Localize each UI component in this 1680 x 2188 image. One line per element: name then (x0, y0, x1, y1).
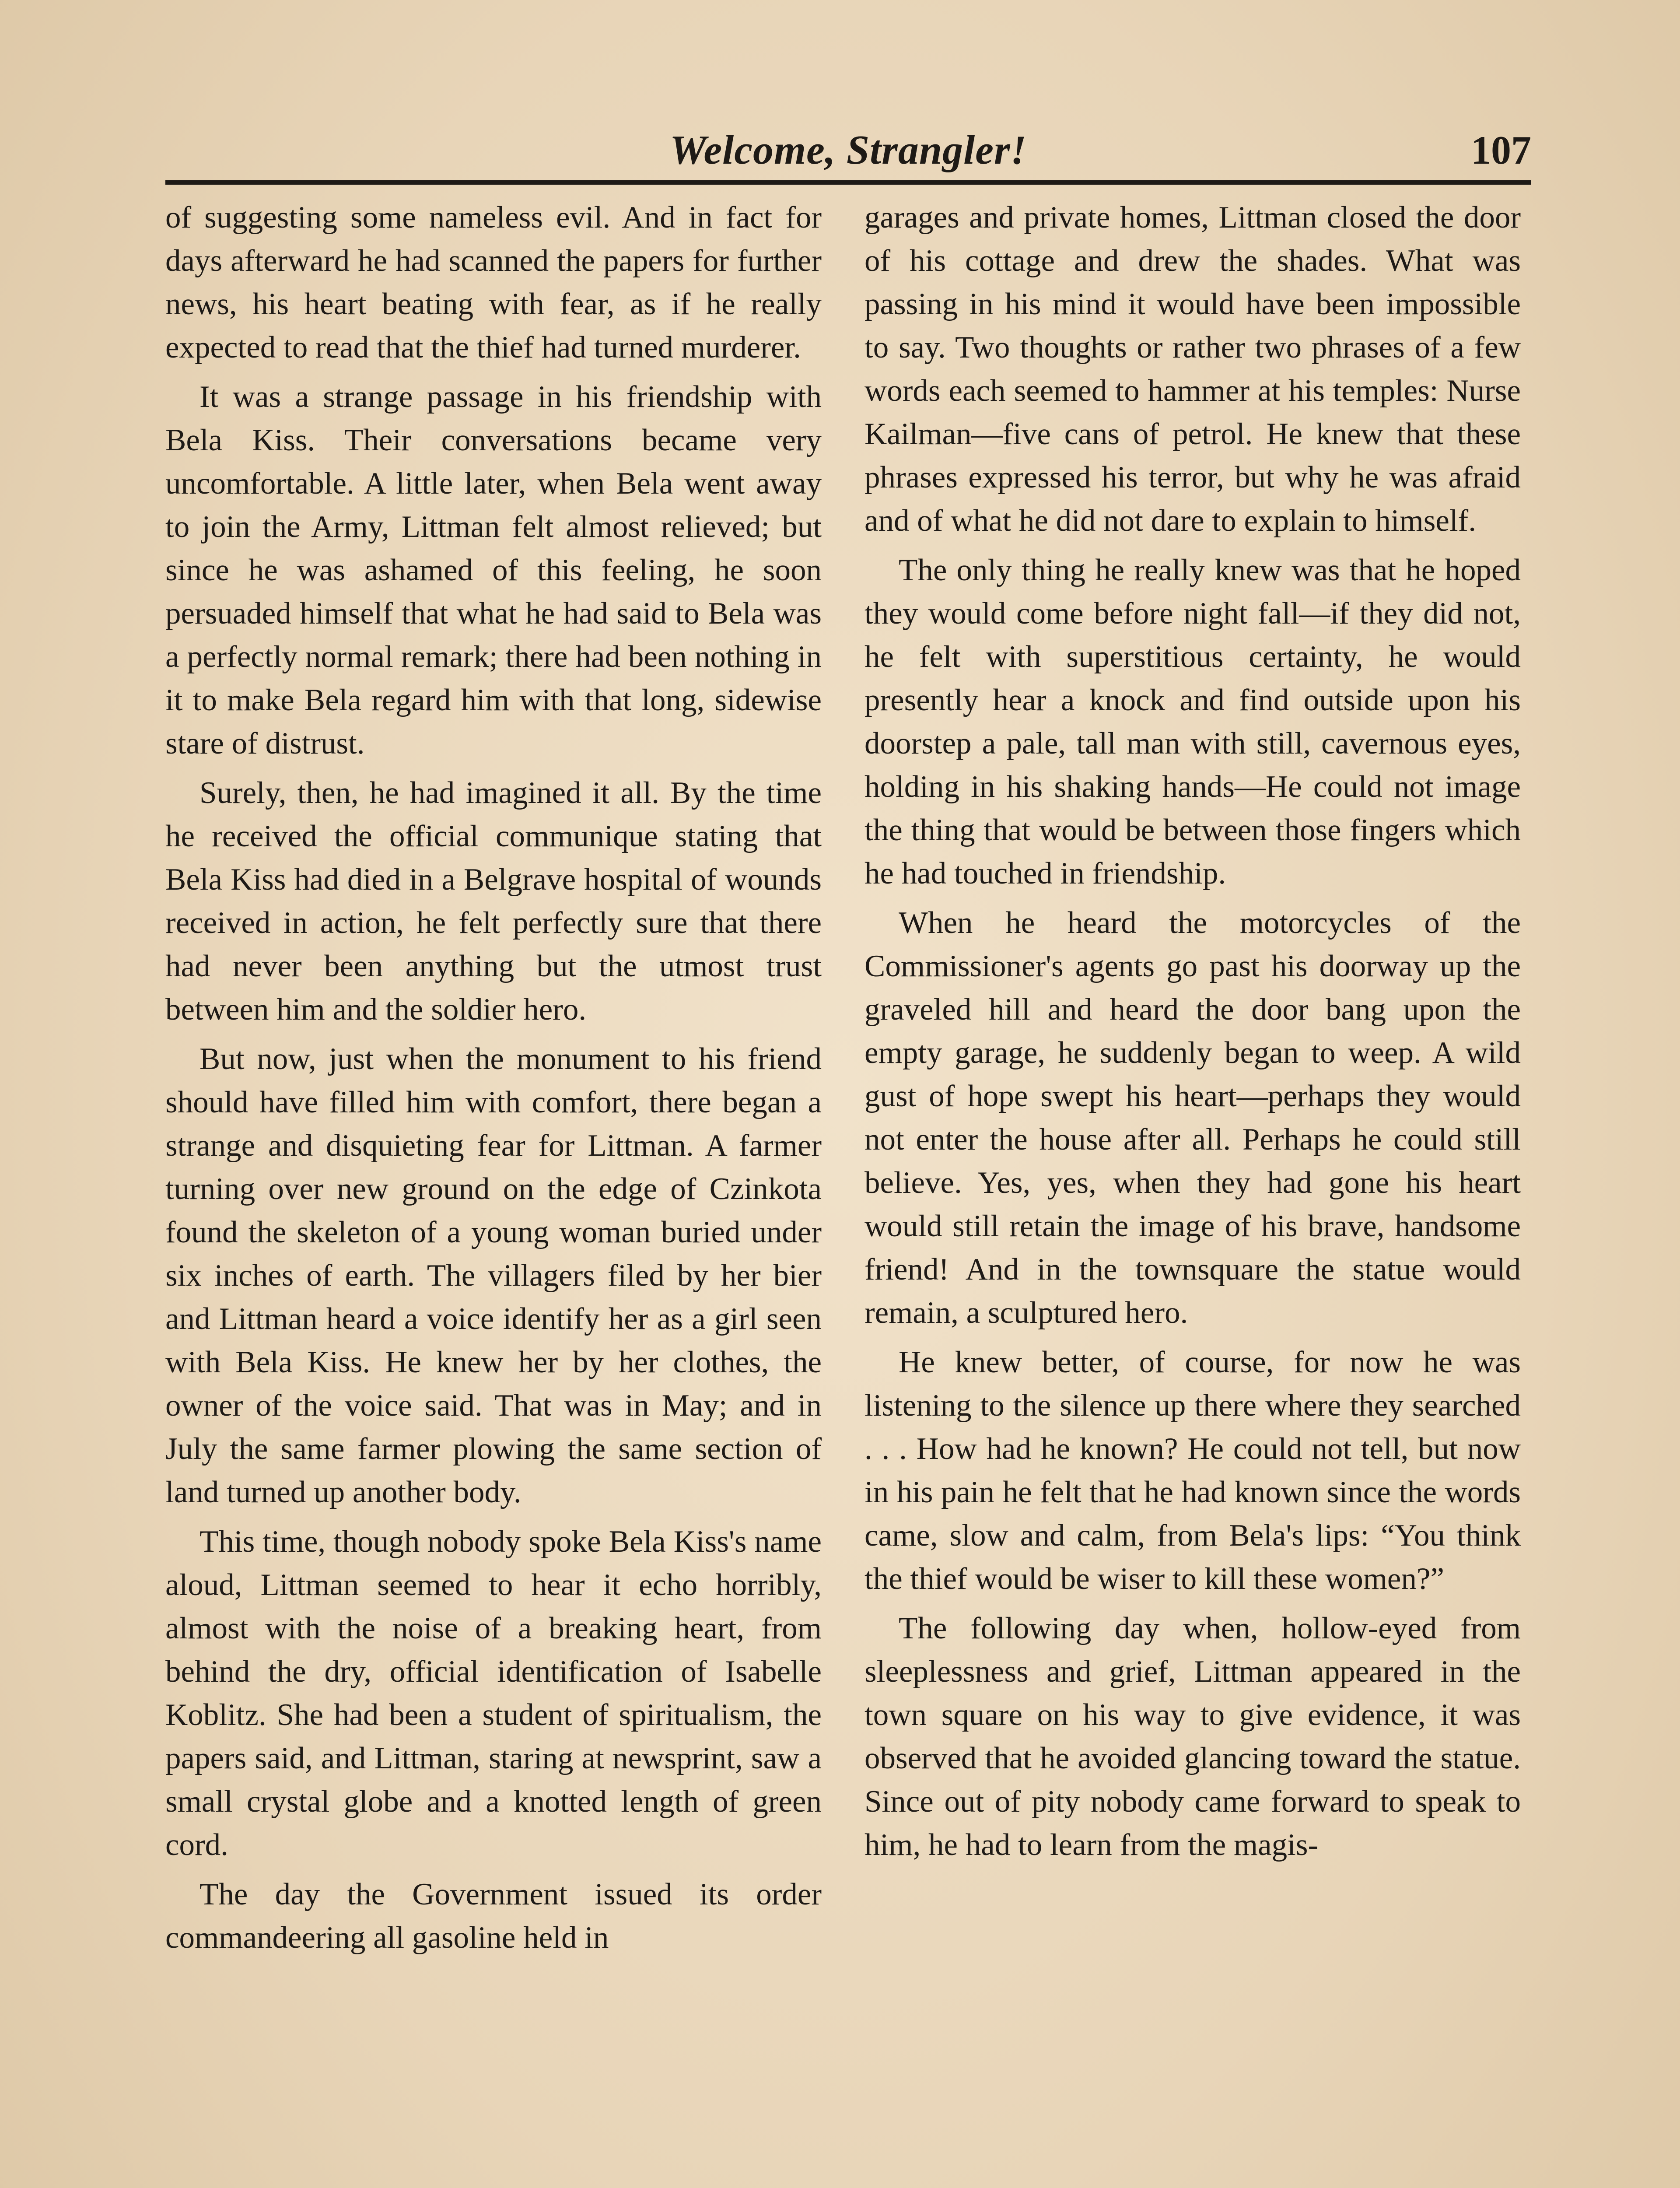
header-rule (165, 180, 1531, 185)
paragraph: garages and private homes, Littman closed the door of his cottage and drew the shades. What was passing in his mind it would have been impossible to say. Two thoughts or rather two phrases of a few words each seemed to hammer at his temples: Nurse Kailman—five cans of petrol. He knew that these phrases expressed his terror, but why he was afraid and of what he did not dare to explain to himself. (864, 200, 1521, 538)
page-header (165, 122, 1531, 179)
paragraph: of suggesting some nameless evil. And in fact for days afterward he had scanned the papers for further news, his heart beating with fear, as if he really expected to read that the thief had turned murderer. (165, 200, 822, 365)
page-number: 107 (1471, 128, 1531, 172)
paragraph: The only thing he really knew was that he hoped they would come before night fall—if they did not, he felt with superstitious certainty, he would presently hear a knock and find outside upon his doorstep a pale, tall man with still, cavernous eyes, holding in his shaking hands—He could not image the thing that would be between those fingers which he had touched in friendship. (864, 553, 1521, 891)
running-title: Welcome, Strangler! (669, 127, 1027, 173)
paragraph: Surely, then, he had imagined it all. By the time he received the official communique stating that Bela Kiss had died in a Belgrave hospital of wounds received in action, he felt perfectly sure that there had never been anything but the utmost trust between him and the soldier hero. (165, 776, 822, 1027)
paragraph: The following day when, hollow-eyed from sleeplessness and grief, Littman appeared in the town square on his way to give evidence, it was observed that he avoided glancing toward the statue. Since out of pity nobody came forward to speak to him, he had to learn from the magis- (864, 1611, 1521, 1862)
paragraph: It was a strange passage in his friendship with Bela Kiss. Their conversations became very uncomfortable. A little later, when Bela went away to join the Army, Littman felt almost relieved; but since he was ashamed of this feeling, he soon persuaded himself that what he had said to Bela was a perfectly normal remark; there had been nothing in it to make Bela regard him with that long, sidewise stare of distrust. (165, 380, 822, 761)
paragraph: But now, just when the monument to his friend should have filled him with comfort, there began a strange and disquieting fear for Littman. A farmer turning over new ground on the edge of Czinkota found the skeleton of a young woman buried under six inches of earth. The villagers filed by her bier and Littman heard a voice identify her as a girl seen with Bela Kiss. He knew her by her clothes, the owner of the voice said. That was in May; and in July the same farmer plowing the same section of land turned up another body. (165, 1042, 822, 1509)
paragraph: He knew better, of course, for now he was listening to the silence up there where they searched . . . How had he known? He could not tell, but now in his pain he felt that he had known since the words came, slow and calm, from Bela's lips: “You think the thief would be wiser to kill these women?” (864, 1345, 1521, 1596)
paragraph: The day the Government issued its order commandeering all gasoline held in (165, 1877, 822, 1955)
paragraph: This time, though nobody spoke Bela Kiss's name aloud, Littman seemed to hear it echo horribly, almost with the noise of a breaking heart, from behind the dry, official identification of Isabelle Koblitz. She had been a student of spiritualism, the papers said, and Littman, staring at newsprint, saw a small crystal globe and a knotted length of green cord. (165, 1525, 822, 1862)
right-column (864, 196, 1521, 1867)
paragraph: When he heard the motorcycles of the Commissioner's agents go past his doorway up the graveled hill and heard the door bang upon the empty garage, he suddenly began to weep. A wild gust of hope swept his heart—perhaps they would not enter the house after all. Perhaps he could still believe. Yes, yes, when they had gone his heart would still retain the image of his brave, handsome friend! And in the townsquare the statue would remain, a sculptured hero. (864, 906, 1521, 1330)
left-column (165, 196, 822, 1960)
